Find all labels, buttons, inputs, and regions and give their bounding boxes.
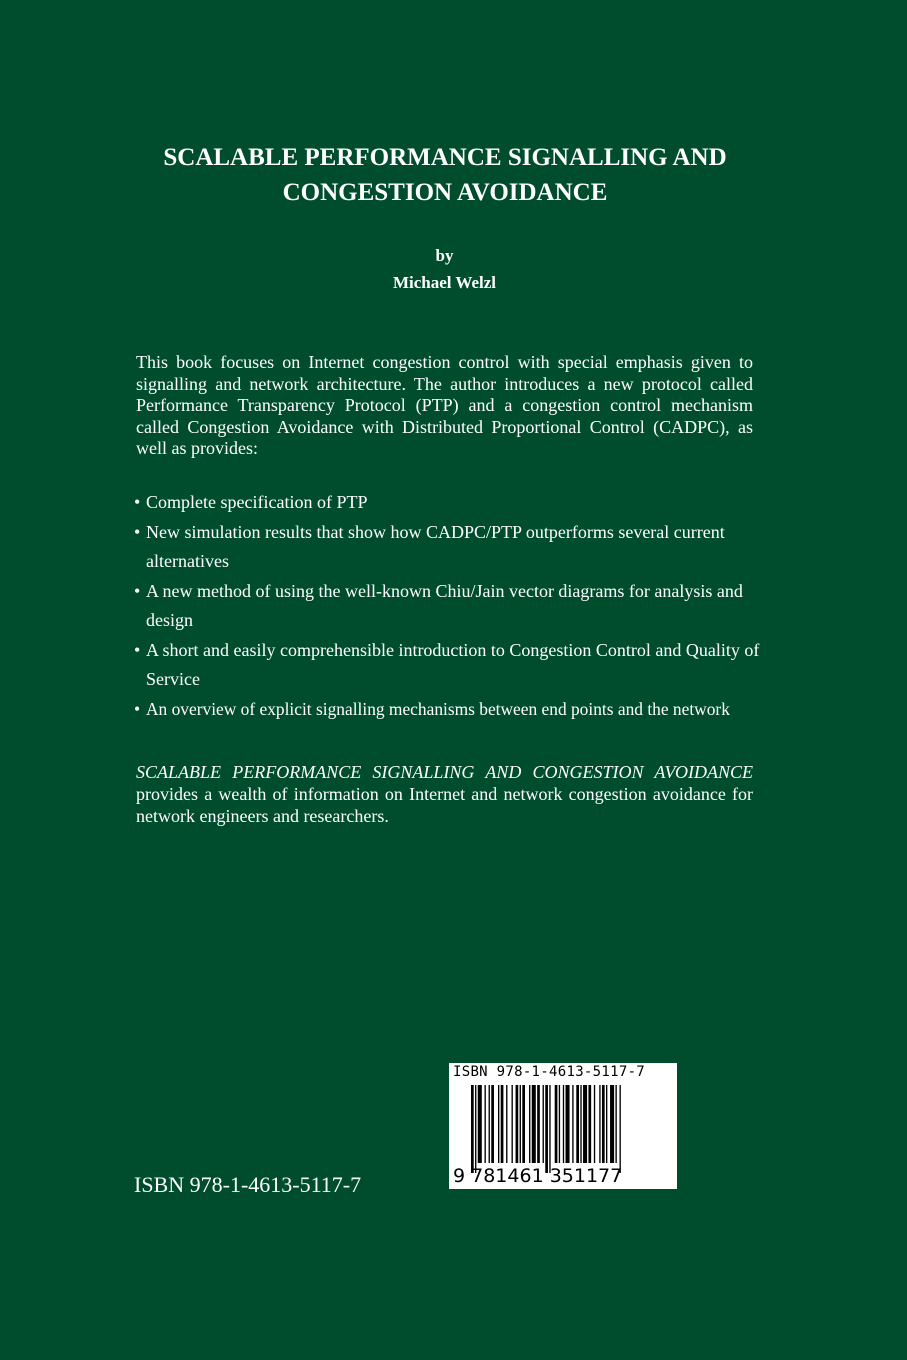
list-item [134, 695, 764, 725]
list-item [134, 636, 764, 695]
isbn-barcode [449, 1063, 677, 1189]
barcode-bar [580, 1085, 581, 1163]
barcode-bar [532, 1085, 536, 1163]
barcode-bar [549, 1085, 550, 1173]
list-item [134, 577, 764, 636]
closing-paragraph [136, 761, 753, 827]
barcode-bar [516, 1085, 519, 1163]
list-item-text: An overview of explicit signalling mechanisms between end points and the network [146, 698, 730, 719]
list-item-text: Complete specification of PTP [146, 492, 368, 512]
barcode-isbn-label: ISBN 978-1-4613-5117-7 [453, 1064, 646, 1080]
isbn-text: ISBN 978-1-4613-5117-7 [134, 1172, 362, 1197]
list-item-text: New simulation results that show how CADPC/PTP outperforms several current alternatives [146, 521, 725, 571]
barcode-bar [555, 1085, 558, 1163]
bullet-icon: • [134, 698, 141, 719]
barcode-bar [566, 1085, 570, 1163]
barcode-bar [506, 1085, 507, 1163]
barcode-bar [529, 1085, 530, 1163]
book-title [100, 140, 790, 210]
barcode-bar [606, 1085, 607, 1163]
bullet-icon: • [134, 639, 141, 660]
barcode-bar [520, 1085, 521, 1163]
barcode-bar [478, 1085, 482, 1163]
author-name: Michael Welzl [392, 273, 497, 292]
bullet-icon: • [134, 580, 141, 601]
barcode-bar [615, 1085, 616, 1163]
intro-paragraph: This book focuses on Internet congestion control with special emphasis given to signalling and network architecture. The author introduces a new protocol called Performance Transparency Protocol (PTP) and a congestion control mechanism called Congestion Avoidance with Distributed Proportional Control (CADPC), as well as provides: [136, 352, 753, 458]
title-line-1: SCALABLE PERFORMANCE SIGNALLING AND [163, 144, 727, 171]
barcode-bar [485, 1085, 486, 1163]
barcode-bar [576, 1085, 579, 1163]
barcode-bar [489, 1085, 490, 1163]
barcode-bar [563, 1085, 564, 1163]
barcode-bar [501, 1085, 504, 1163]
barcode-bar [599, 1085, 600, 1163]
list-item [134, 518, 764, 577]
list-item-text: A short and easily comprehensible introduction to Congestion Control and Quality of Service [146, 639, 760, 689]
list-item [134, 488, 764, 518]
barcode-bar [522, 1085, 525, 1163]
barcode-bar [559, 1085, 560, 1163]
barcode-bar [471, 1085, 474, 1173]
barcode-bar [594, 1085, 595, 1163]
title-line-2: CONGESTION AVOIDANCE [282, 179, 608, 206]
barcode-digits: 9 781461 351177 [453, 1165, 623, 1187]
barcode-bar [620, 1085, 621, 1173]
barcode-bar [475, 1085, 476, 1173]
barcode-bar [498, 1085, 499, 1163]
barcode-bar [588, 1085, 591, 1163]
barcode-bar [572, 1085, 573, 1163]
barcode-bar [545, 1085, 548, 1173]
barcode-bar [537, 1085, 540, 1163]
closing-text: provides a wealth of information on Internet and network congestion avoidance for network engineers and researchers. [136, 784, 753, 826]
barcode-bar [512, 1085, 513, 1163]
closing-title-italic: SCALABLE PERFORMANCE SIGNALLING AND CONGESTION AVOIDANCE [136, 762, 753, 782]
barcode-bar [583, 1085, 587, 1163]
barcode-bar [491, 1085, 494, 1163]
by-label: by [435, 246, 454, 265]
barcode-bar [610, 1085, 614, 1163]
barcode-bar [602, 1085, 605, 1163]
list-item-text: A new method of using the well-known Chiu/Jain vector diagrams for analysis and design [146, 580, 743, 630]
bullet-icon: • [134, 521, 141, 542]
bullet-icon: • [134, 492, 141, 512]
feature-list [134, 488, 764, 724]
barcode-bar [543, 1085, 544, 1163]
